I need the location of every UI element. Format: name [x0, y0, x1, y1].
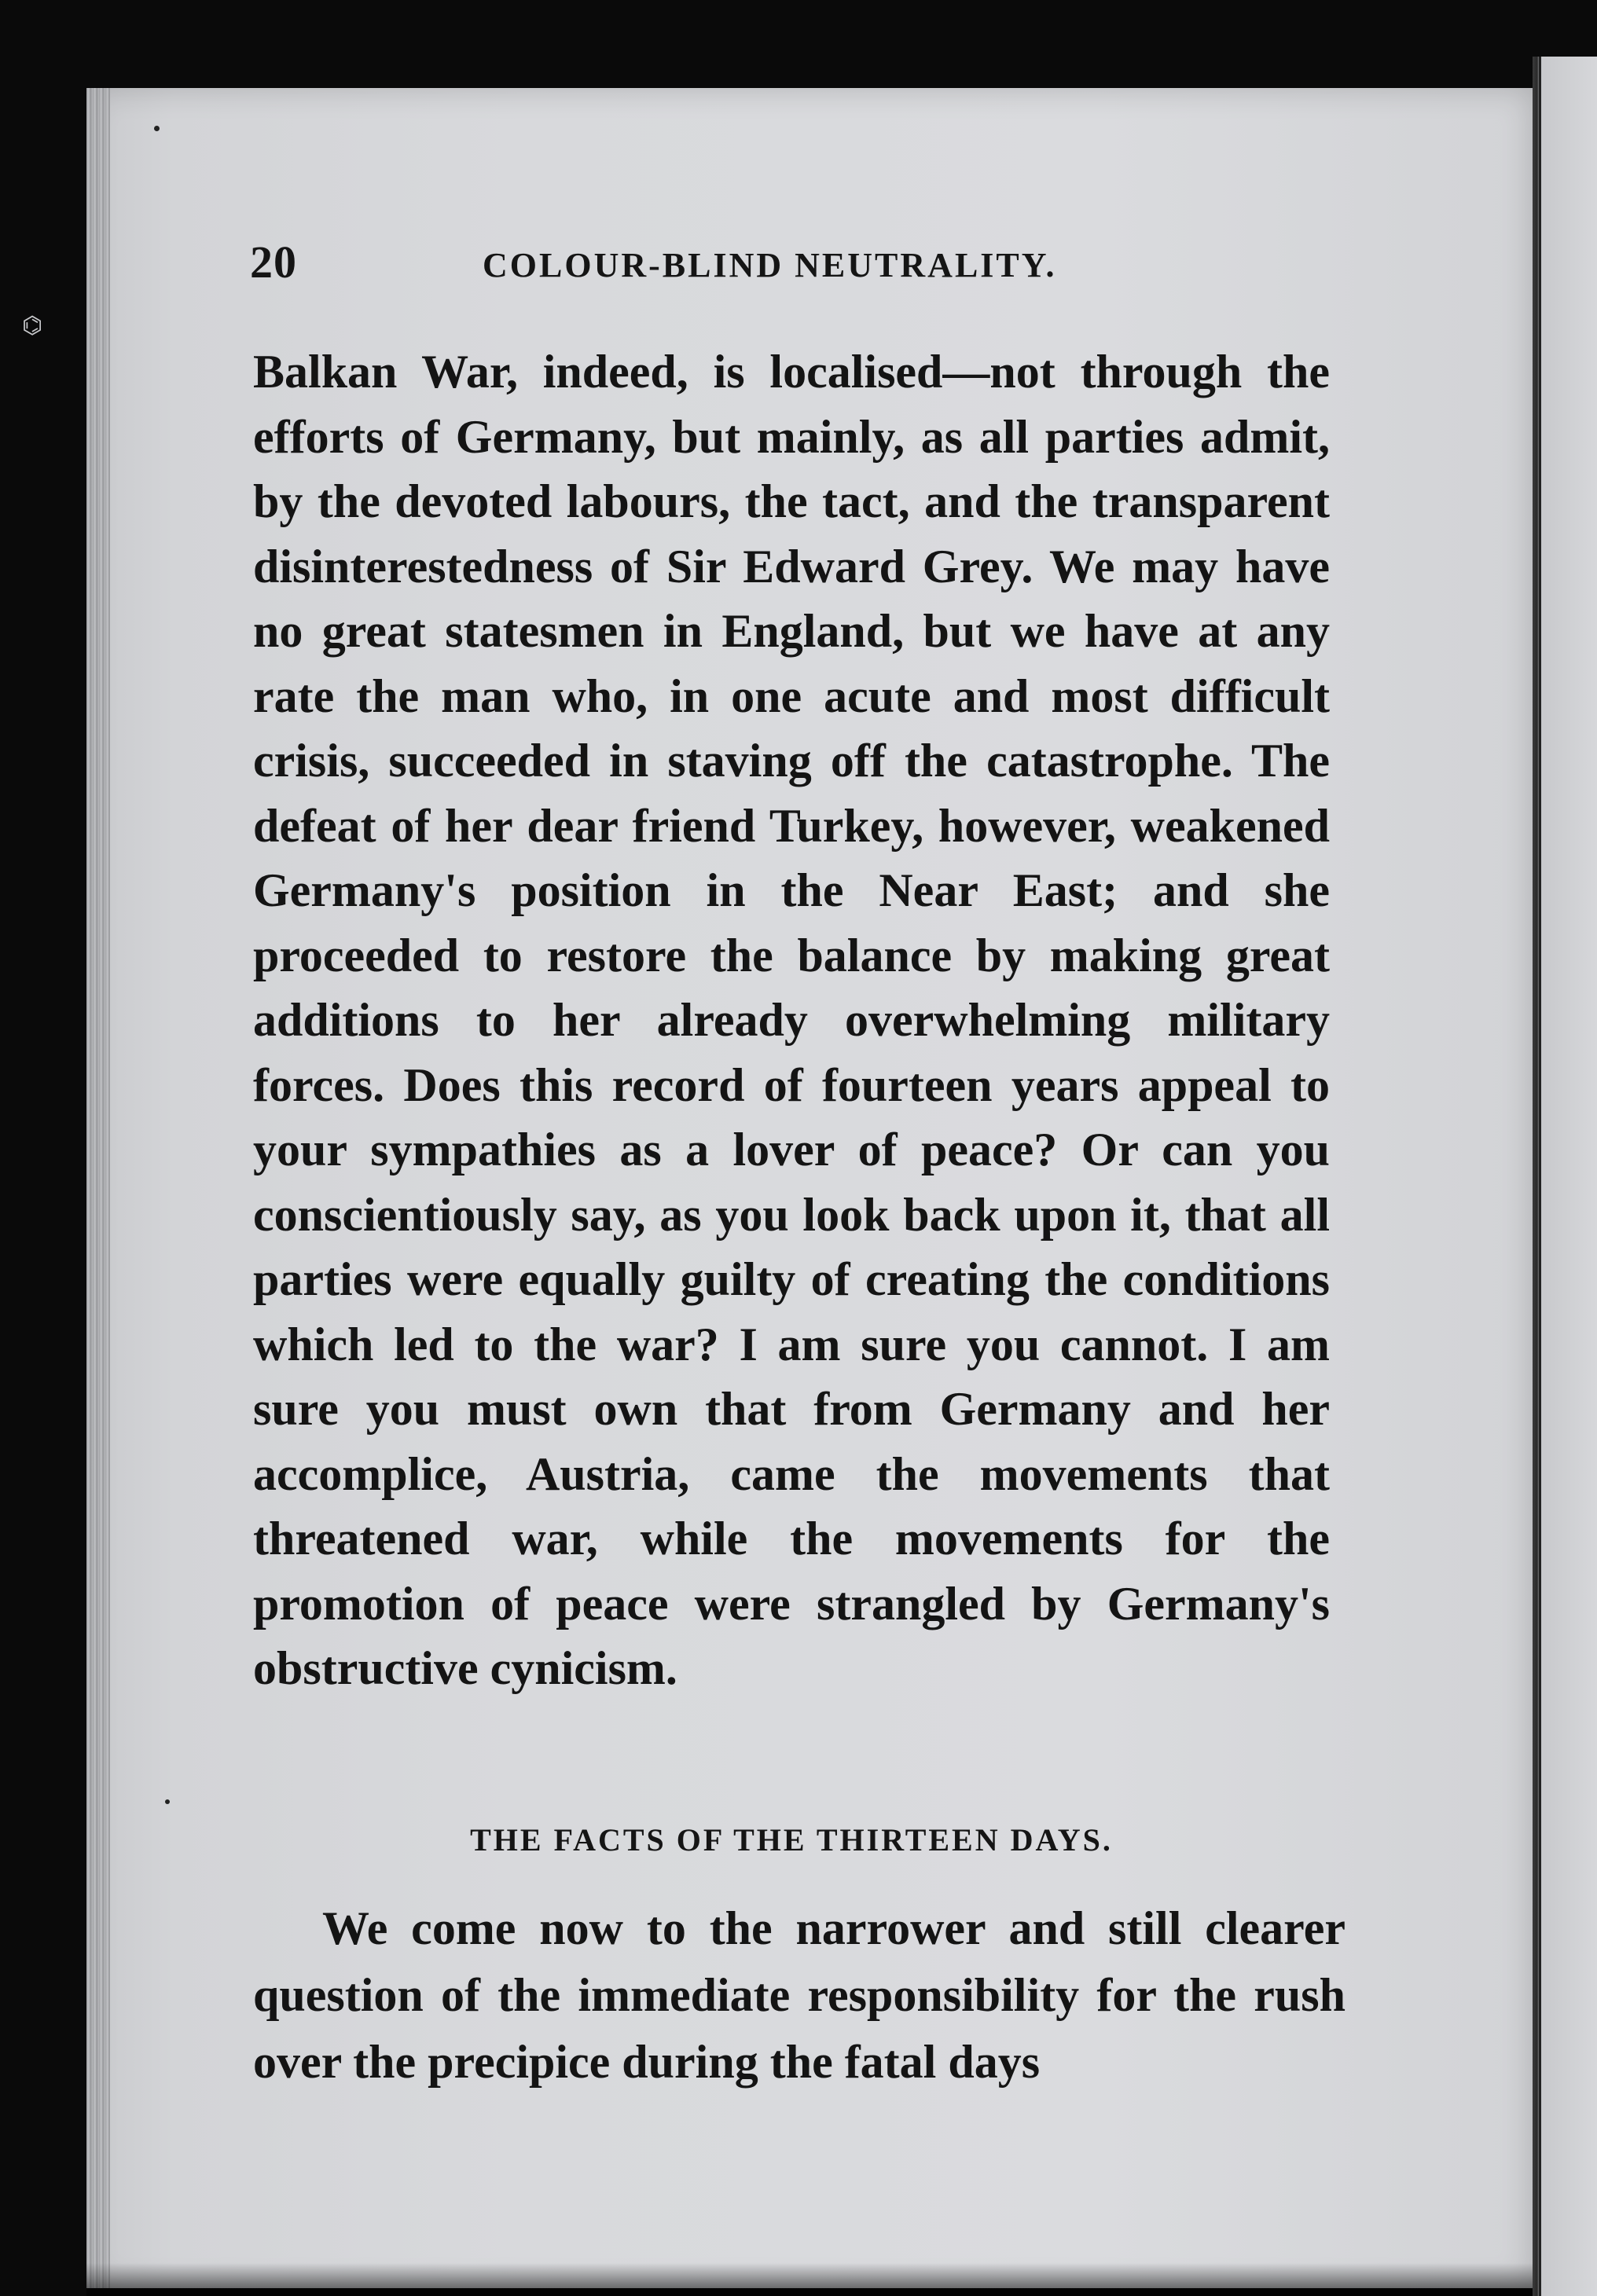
margin-mark-icon: ⌬: [22, 313, 43, 339]
page-number: 20: [250, 237, 297, 288]
running-title: COLOUR-BLIND NEUTRALITY.: [483, 246, 1057, 284]
section-heading: THE FACTS OF THE THIRTEEN DAYS.: [470, 1822, 1113, 1858]
ink-speck: [154, 126, 160, 131]
adjacent-page-edge: [1533, 57, 1597, 2296]
page-binding-edge: [86, 88, 110, 2288]
page-fold-line: [1539, 57, 1541, 2296]
section-paragraph: We come now to the narrower and still clearer question of the immediate responsibility for the rush over the precipice during the fatal days: [253, 1902, 1346, 2088]
body-paragraph: Balkan War, indeed, is localised—not through the efforts of Germany, but mainly, as all parties admit, by the devoted labours, the tact, and the transparent disinterestedness of Sir Edward Grey. We may have no great statesmen in England, but we have at any rate the man who, in one acute and most difficult crisis, succeeded in staving off the catastrophe. The defeat of her dear friend Turkey, however, weakened Germany's position in the Near East; and she proceeded to restore the balance by making great additions to her already overwhelming military forces. Does this record of fourteen years appeal to your sympathies as a lover of peace? Or can you conscientiously say, as you look back upon it, that all parties were equally guilty of creating the conditions which led to the war? I am sure you cannot. I am sure you must own that from Germany and her accomplice, Austria, came the movements that threatened war, while the movements for the promotion of peace were strangled by Germany's obstructive cynicism.: [253, 346, 1330, 1694]
ink-speck: [165, 1799, 170, 1804]
page-bottom-shadow: [86, 2263, 1533, 2296]
running-head: [250, 236, 1350, 291]
